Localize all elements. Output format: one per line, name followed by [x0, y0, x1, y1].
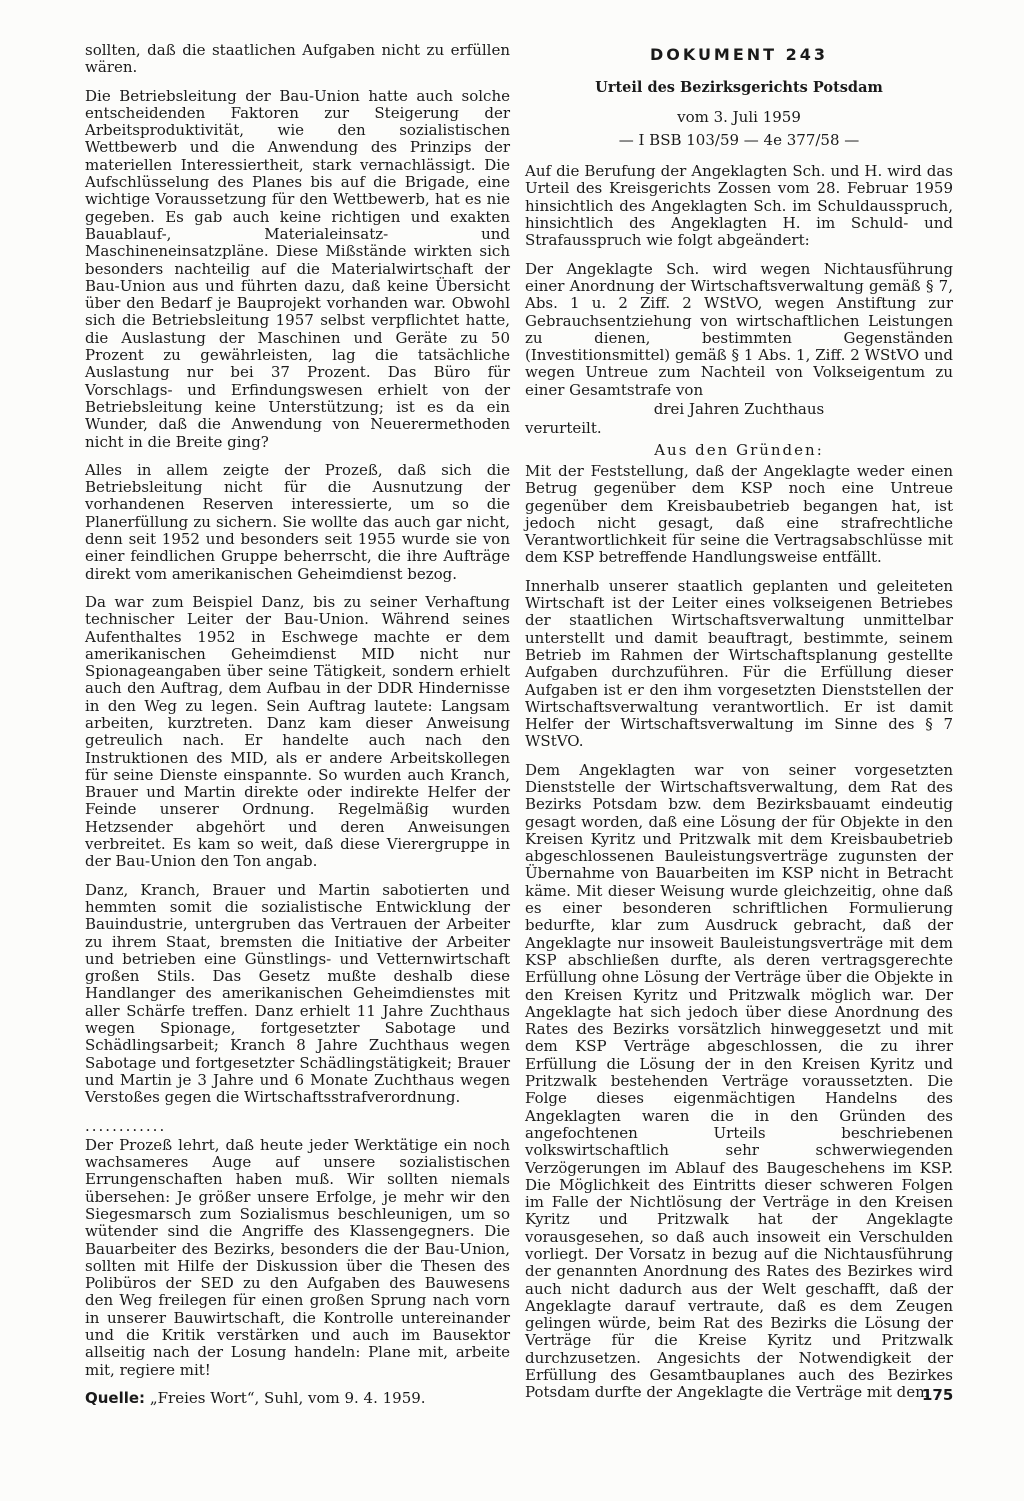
reasons-heading: Aus den Gründen:: [654, 440, 824, 459]
paragraph: Dem Angeklagten war von seiner vorgesetzten Dienststelle der Wirtschaftsverwaltung, dem Rat des Bezirks Potsdam bzw. dem Bezirksbauamt eindeutig gesagt worden, daß eine Lösung der für Objekte in den Kreisen Kyritz und Pritzwalk mit dem Kreisbaubetrieb abgeschlossenen Bauleistungsverträge zugunsten der Übernahme von Bauarbeiten im KSP nicht in Betracht käme. Mit dieser Weisung wurde gleichzeitig, ohne daß es einer besonderen schriftlichen Formulierung bedurfte, klar zum Ausdruck gebracht, daß der Angeklagte nur insoweit Bauleistungsverträge mit dem KSP abschließen durfte, als deren vertragsgerechte Erfüllung ohne Lösung der Verträge über die Objekte in den Kreisen Kyritz und Pritzwalk möglich war. Der Angeklagte hat sich jedoch über diese Anordnung des Rates des Bezirks vorsätzlich hinweggesetzt und mit dem KSP Verträge abgeschlossen, die zu ihrer Erfüllung die Lösung der in den Kreisen Kyritz und Pritzwalk bestehenden Verträge voraussetzten. Die Folge dieses eigenmächtigen Handelns des Angeklagten waren die in den Gründen des angefochtenen Urteils beschriebenen volkswirtschaftlich sehr schwerwiegenden Verzögerungen im Ablauf des Baugeschehens im KSP. Die Möglichkeit des Eintritts dieser schweren Folgen im Falle der Nichtlösung der Verträge in den Kreisen Kyritz und Pritzwalk hat der Angeklagte vorausgesehen, so daß auch insoweit ein Verschulden vorliegt. Der Vorsatz in bezug auf die Nichtausführung der genannten Anordnung des Rates des Bezirkes wird auch nicht dadurch aus der Welt geschafft, daß der Angeklagte darauf vertraute, daß es dem Zeugen gelingen würde, beim Rat des Bezirks die Lösung der Verträge für die Kreise Kyritz und Pritzwalk durchzusetzen. Angesichts der Notwendigkeit der Erfüllung des Gesamtbauplanes auch des Bezirkes Potsdam durfte der Angeklagte die Verträge mit dem: [525, 760, 953, 1402]
sentenced-line: verurteilt.: [525, 419, 602, 438]
source-label: Quelle:: [85, 1388, 146, 1407]
left-column: [85, 42, 510, 1418]
intro-paragraph: Auf die Berufung der Angeklagten Sch. und H. wird das Urteil des Kreisgerichts Zossen vom 28. Februar 1959 hinsichtlich des Angeklagten Sch. im Schuldausspruch, hinsichtlich des Angeklagten H. im Schuld- und Strafausspruch wie folgt abgeändert:: [525, 162, 953, 250]
paragraph: Da war zum Beispiel Danz, bis zu seiner Verhaftung technischer Leiter der Bau-Union. Während seines Aufenthaltes 1952 in Eschwege machte er dem amerikanischen Geheimdienst MID nicht nur Spionageangaben über seine Tätigkeit, sondern erhielt auch den Auftrag, dem Aufbau in der DDR Hindernisse in den Weg zu legen. Sein Auftrag lautete: Langsam arbeiten, kurztreten. Danz kam dieser Anweisung getreulich nach. Er handelte auch nach den Instruktionen des MID, als er andere Arbeitskollegen für seine Dienste einspannte. So wurden auch Kranch, Brauer und Martin direkte oder indirekte Helfer der Feinde unserer Ordnung. Regelmäßig wurden Hetzsender abgehört und deren Anweisungen verbreitet. Es kam so weit, daß diese Vierergruppe in der Bau-Union den Ton angab.: [85, 592, 510, 871]
paragraph: Alles in allem zeigte der Prozeß, daß sich die Betriebsleitung nicht für die Ausnutzung der vorhandenen Reserven interessierte, um so die Planerfüllung zu sichern. Sie wollte das auch gar nicht, denn seit 1952 und besonders seit 1955 wurde sie von einer feindlichen Gruppe beherrscht, die ihre Aufträge direkt vom amerikanischen Geheimdienst bezog.: [85, 460, 510, 583]
paragraph: Mit der Feststellung, daß der Angeklagte weder einen Betrug gegenüber dem KSP noch eine Untreue gegenüber dem Kreisbaubetrieb begangen hat, ist jedoch nicht gesagt, daß eine strafrechtliche Verantwortlichkeit für seine die Vertragsabschlüsse mit dem KSP betreffende Handlungsweise entfällt.: [525, 461, 953, 567]
source-line: [85, 1390, 510, 1407]
sentence: drei Jahren Zuchthaus: [653, 400, 825, 419]
paragraph: sollten, daß die staatlichen Aufgaben nicht zu erfüllen wären.: [85, 41, 510, 77]
page-number: 175: [922, 1386, 954, 1404]
source-text: „Freies Wort“, Suhl, vom 9. 4. 1959.: [149, 1388, 426, 1407]
paragraph: Danz, Kranch, Brauer und Martin sabotierten und hemmten somit die sozialistische Entwicklung der Bauindustrie, untergruben das Vertrauen der Arbeiter zu ihrem Staat, bremsten die Initiative der Arbeiter und betrieben eine Günstlings- und Vetternwirtschaft großen Stils. Das Gesetz mußte deshalb diese Handlanger des amerikanischen Geheimdienstes mit aller Schärfe treffen. Danz erhielt 11 Jahre Zuchthaus wegen Spionage, fortgesetzter Sabotage und Schädlingsarbeit; Kranch 8 Jahre Zuchthaus wegen Sabotage und fortgesetzter Schädlingstätigkeit; Brauer und Martin je 3 Jahre und 6 Monate Zuchthaus wegen Verstoßes gegen die Wirtschaftsstrafverordnung.: [85, 880, 510, 1107]
document-reference: — I BSB 103/59 — 4e 377/58 —: [618, 130, 860, 149]
document-title: Urteil des Bezirksgerichts Potsdam: [595, 79, 883, 97]
document-heading: DOKUMENT 243: [649, 45, 829, 64]
verdict-paragraph: Der Angeklagte Sch. wird wegen Nichtausführung einer Anordnung der Wirtschaftsverwaltung gemäß § 7, Abs. 1 u. 2 Ziff. 2 WStVO, wegen Anstiftung zur Gebrauchsentziehung von wirtschaftlichen Leistungen zu dienen, bestimmten Gegenständen (Investitionsmittel) gemäß § 1 Abs. 1, Ziff. 2 WStVO und wegen Untreue zum Nachteil von Volkseigentum zu einer Gesamtstrafe von: [525, 259, 953, 399]
right-column: [525, 42, 953, 1413]
ellipsis-separator: ............: [85, 1116, 167, 1135]
paragraph: Die Betriebsleitung der Bau-Union hatte auch solche entscheidenden Faktoren zur Steigerung der Arbeitsproduktivität, wie den sozialistischen Wettbewerb und die Anwendung des Prinzips der materiellen Interessiertheit, stark vernachlässigt. Die Aufschlüsselung des Planes bis auf die Brigade, eine wichtige Voraussetzung für den Wettbewerb, hat es nie gegeben. Es gab auch keine richtigen und exakten Bauablauf-, Materialeinsatz- und Maschineneinsatzpläne. Diese Mißstände wirkten sich besonders nachteilig auf die Materialwirtschaft der Bau-Union aus und führten dazu, daß keine Übersicht über den Bedarf je Bauprojekt vorhanden war. Obwohl sich die Betriebsleitung 1957 selbst verpflichtet hatte, die Auslastung der Maschinen und Geräte zu 50 Prozent zu gewährleisten, lag die tatsächliche Auslastung nur bei 37 Prozent. Das Büro für Vorschlags- und Erfindungswesen erhielt von der Betriebsleitung keine Unterstützung; ist es da ein Wunder, daß die Anwendung von Neuerermethoden nicht in die Breite ging?: [85, 86, 510, 451]
closing-paragraph: Der Prozeß lehrt, daß heute jeder Werktätige ein noch wachsameres Auge auf unsere sozialistischen Errungenschaften haben muß. Wir sollten niemals übersehen: Je größer unsere Erfolge, je mehr wir den Siegesmarsch zum Sozialismus beschleunigen, um so wütender sind die Angriffe des Klassengegners. Die Bauarbeiter des Bezirks, besonders die der Bau-Union, sollten mit Hilfe der Diskussion über die Thesen des Polibüros der SED zu den Aufgaben des Bauwesens den Weg freilegen für einen großen Sprung nach vorn in unserer Bauwirtschaft, die Kontrolle untereinander und die Kritik verstärken und auch im Bausektor allseitig nach der Losung handeln: Plane mit, arbeite mit, regiere mit!: [85, 1135, 510, 1379]
document-date: vom 3. Juli 1959: [677, 107, 801, 126]
paragraph: Innerhalb unserer staatlich geplanten und geleiteten Wirtschaft ist der Leiter eines volkseigenen Betriebes der staatlichen Wirtschaftsverwaltung unmittelbar unterstellt und damit beauftragt, bestimmte, seinem Betrieb im Rahmen der Wirtschaftsplanung gestellte Aufgaben durchzuführen. Für die Erfüllung dieser Aufgaben ist er den ihm vorgesetzten Dienststellen der Wirtschaftsverwaltung verantwortlich. Er ist damit Helfer der Wirtschaftsverwaltung im Sinne des § 7 WStVO.: [525, 576, 953, 751]
